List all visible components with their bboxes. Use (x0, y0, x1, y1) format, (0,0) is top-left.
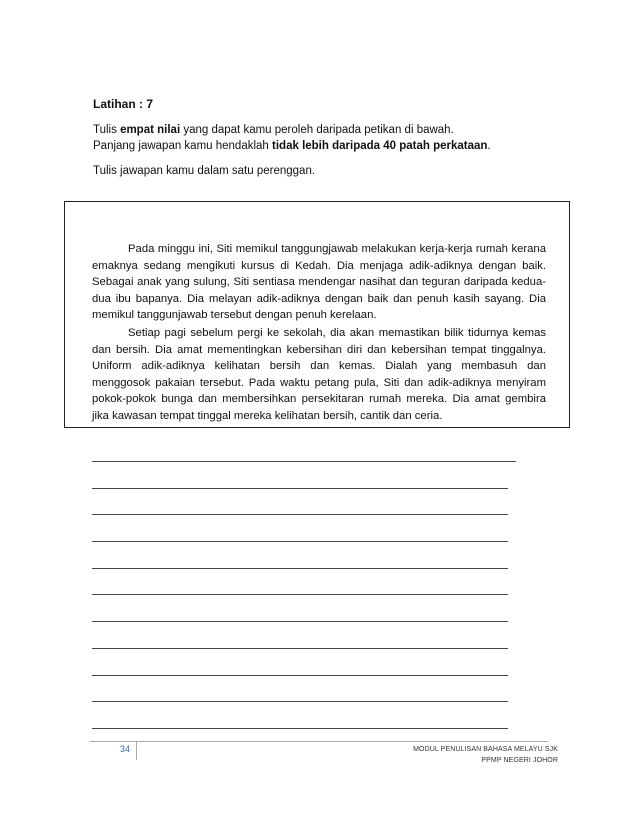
instruction-values (93, 122, 454, 138)
footer-rule (90, 741, 548, 742)
passage-text: Setiap pagi sebelum pergi ke sekolah, dia akan memastikan bilik tidurnya kemas dan bersih. Dia amat mementingkan kebersihan diri dan kebersihan tempat tinggalnya. Uniform adik-adiknya kelihatan bersih dan kemas. Dialah yang membasuh dan menggosok pakaian tersebut. Pada waktu petang pula, Siti dan adik-adiknya menyiram pokok-pokok bunga dan membersihkan persekitaran rumah mereka. Dia amat gembira jika kawasan tempat tinggal mereka kelihatan bersih, cantik dan ceria. (92, 327, 546, 422)
instruction-length (93, 138, 491, 154)
answer-line[interactable] (92, 648, 508, 649)
answer-lines[interactable] (92, 461, 516, 755)
answer-line[interactable] (92, 541, 508, 542)
footer-info (413, 744, 558, 766)
instruction-text: Panjang jawapan kamu hendaklah (93, 140, 273, 152)
passage-paragraph-2 (92, 325, 546, 425)
instruction-paragraph: Tulis jawapan kamu dalam satu perenggan. (93, 165, 316, 177)
instruction-text: Tulis (93, 124, 121, 136)
answer-line[interactable] (92, 675, 508, 676)
passage-text: Pada minggu ini, Siti memikul tanggungjawab melakukan kerja-kerja rumah kerana emaknya sedang mengikuti kursus di Kedah. Dia menjaga adik-adiknya dengan baik. Sebagai anak yang sulung, Siti sentiasa mendengar nasihat dan teguran daripada kedua-dua ibu bapanya. Dia melayan adik-adiknya dengan baik dan penuh kasih sayang. Dia memikul tanggunjawab tersebut dengan penuh kerelaan. (92, 243, 546, 322)
exercise-title: Latihan : 7 (93, 97, 154, 111)
answer-line[interactable] (92, 621, 508, 622)
page-number: 34 (120, 744, 131, 754)
instruction-text: yang dapat kamu peroleh daripada petikan di bawah. (180, 124, 454, 136)
instruction-emphasis: empat nilai (120, 124, 181, 136)
footer-divider (136, 741, 137, 760)
answer-line[interactable] (92, 488, 508, 489)
answer-line[interactable] (92, 568, 508, 569)
footer-module: MODUL PENULISAN BAHASA MELAYU SJK (413, 746, 558, 753)
instruction-text: . (487, 140, 491, 152)
answer-line[interactable] (92, 701, 508, 702)
answer-line[interactable] (92, 594, 508, 595)
footer-publisher: PPMP NEGERI JOHOR (481, 757, 558, 764)
answer-line[interactable] (92, 461, 516, 462)
answer-line[interactable] (92, 514, 508, 515)
answer-line[interactable] (92, 728, 508, 729)
passage-paragraph-1 (92, 241, 546, 324)
instruction-emphasis: tidak lebih daripada 40 patah perkataan (272, 140, 488, 152)
